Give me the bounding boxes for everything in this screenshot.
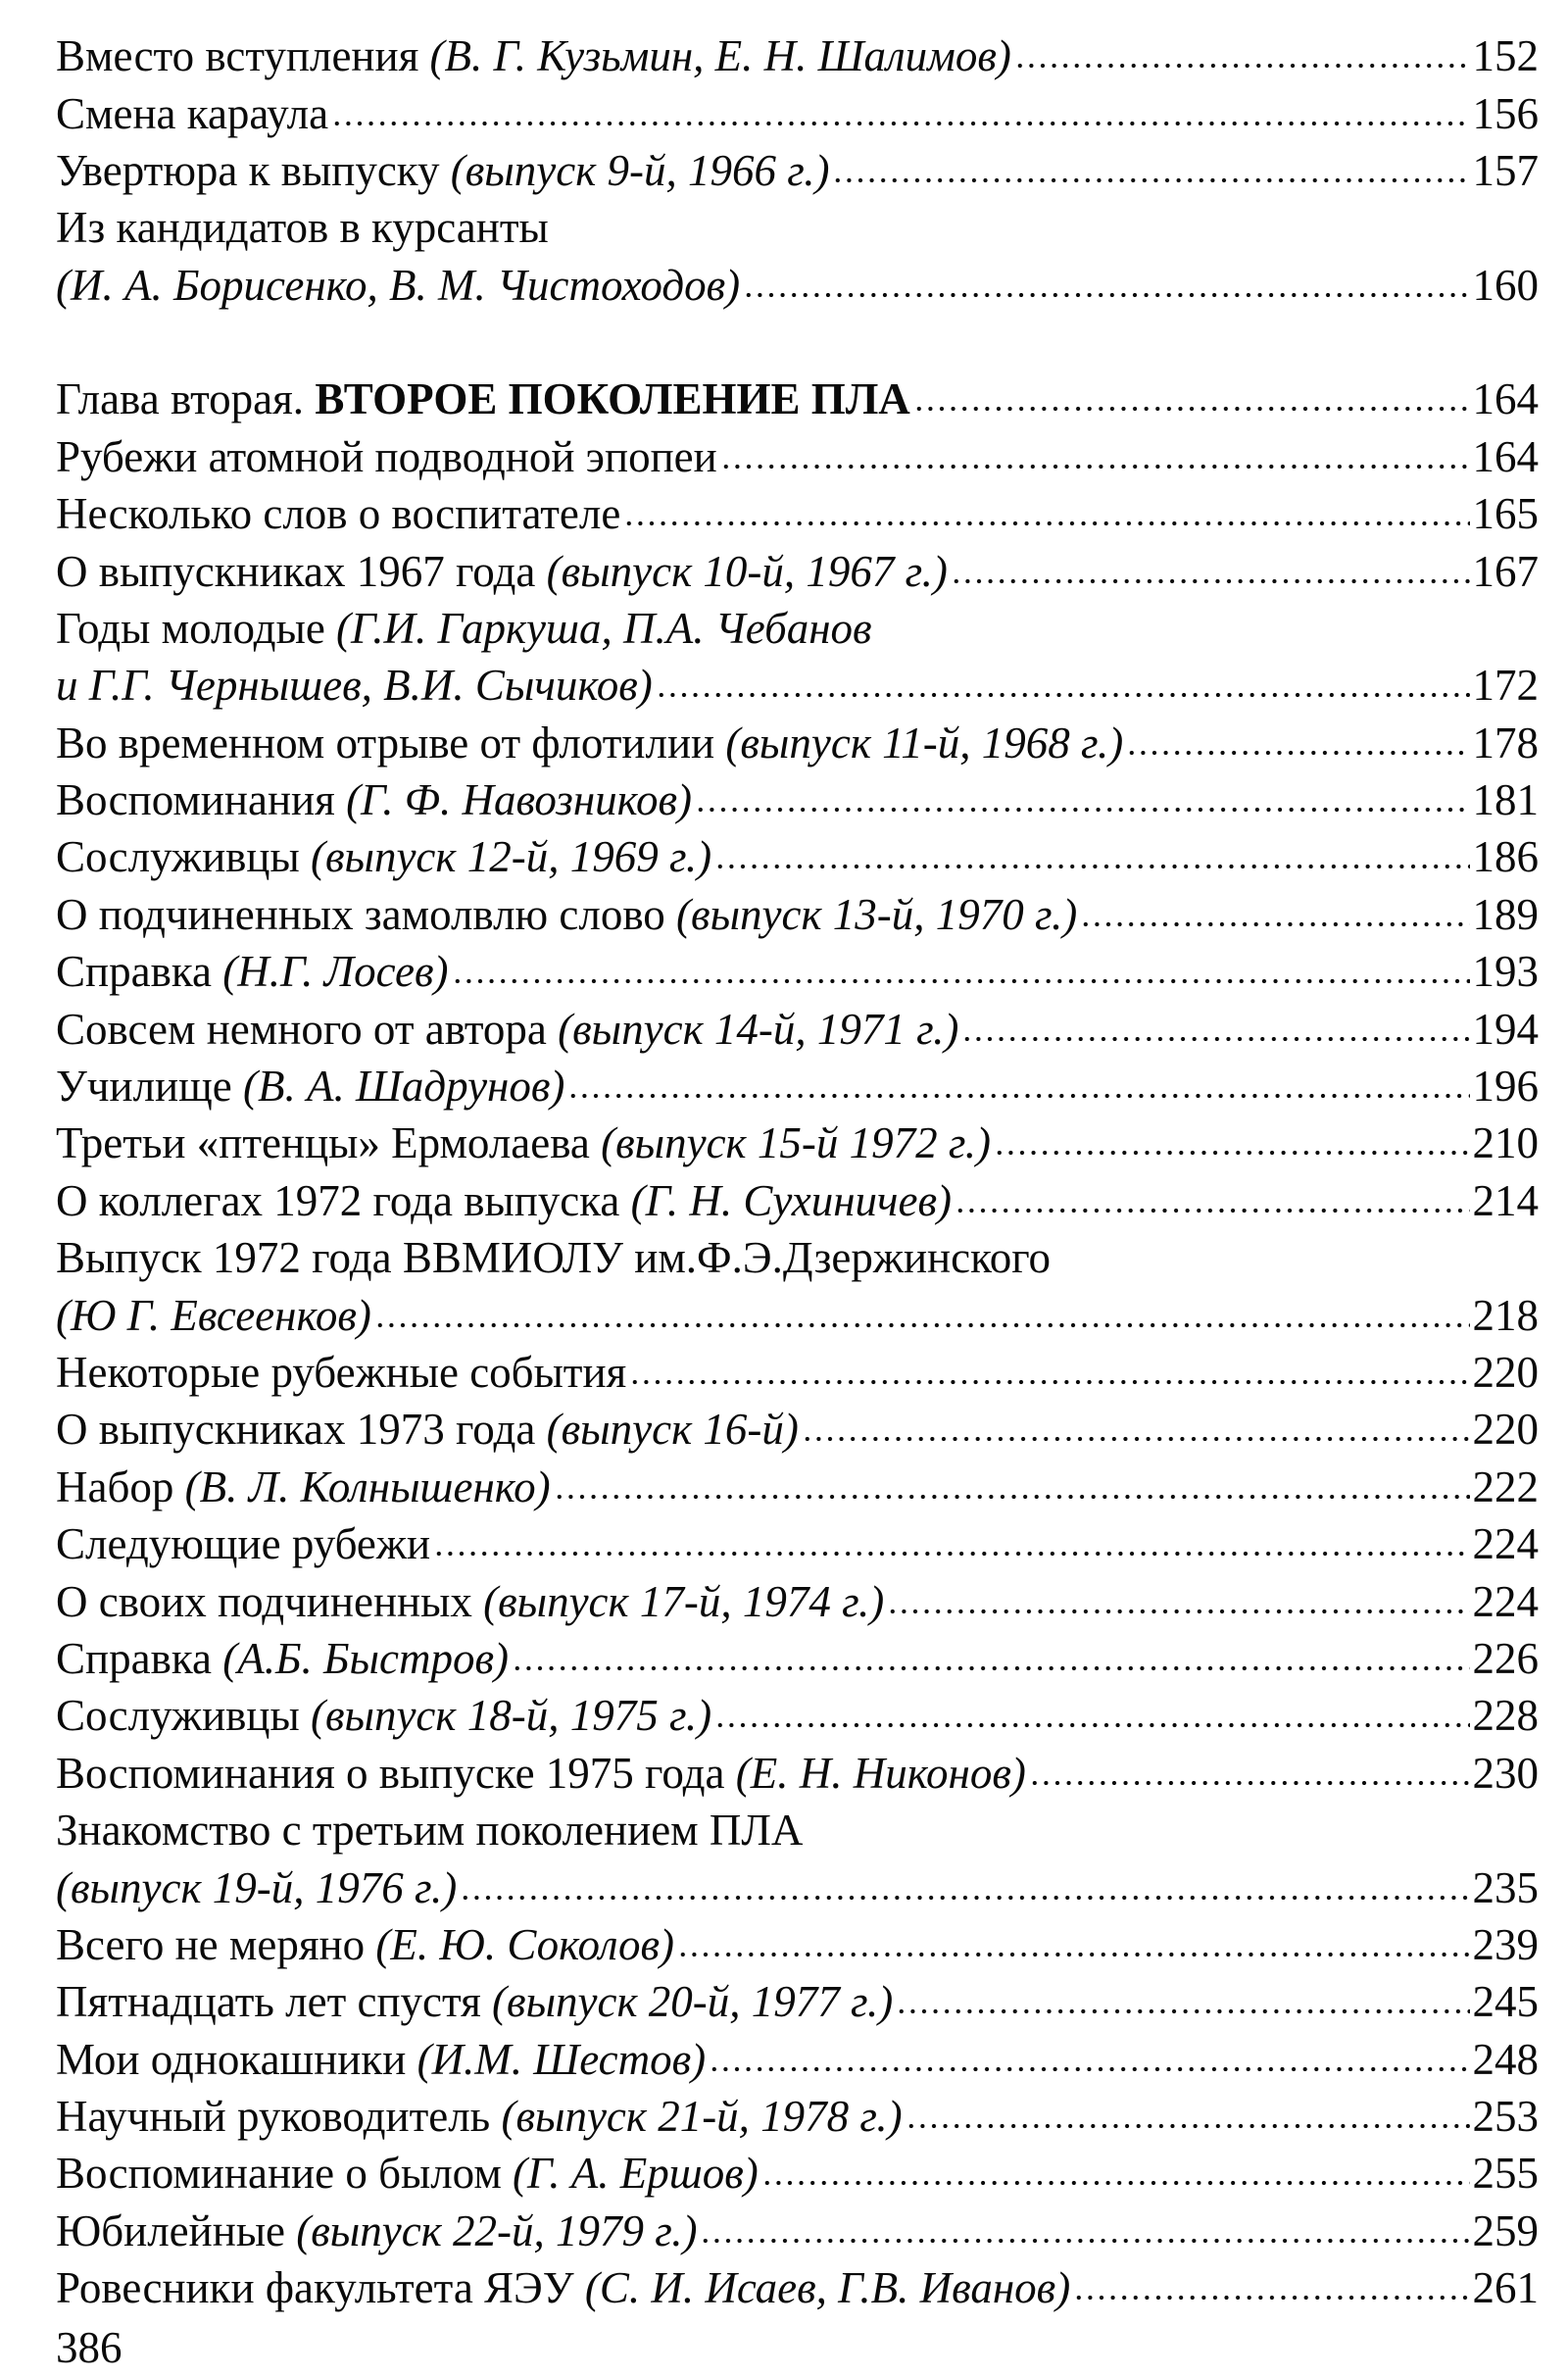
toc-page-number: 193 — [1472, 947, 1539, 997]
author-note: (И.М. Шестов) — [416, 2034, 707, 2084]
toc-entry-title — [56, 27, 1011, 84]
dot-leader — [994, 1148, 1469, 1158]
section-gap — [56, 314, 1539, 371]
toc-entry — [56, 943, 1539, 1000]
toc-page-number: 214 — [1472, 1175, 1539, 1225]
toc-page-number: 194 — [1472, 1004, 1539, 1054]
toc-entry — [56, 27, 1539, 84]
title-text: Знакомство с третьим поколением ПЛА — [56, 1805, 804, 1855]
toc-entry-title — [56, 1973, 893, 2030]
toc-entry-first-line — [56, 1229, 1539, 1286]
title-text: Выпуск 1972 года ВВМИОЛУ им.Ф.Э.Дзержинского — [56, 1232, 1052, 1282]
toc-entry — [56, 1687, 1539, 1744]
author-note: (выпуск 11-й, 1968 г.) — [725, 718, 1124, 768]
toc-entry-title — [56, 943, 449, 1000]
toc-entry-title — [56, 1573, 884, 1630]
toc-entry — [56, 771, 1539, 828]
dot-leader — [700, 2236, 1469, 2246]
toc-entry-title — [56, 2259, 1070, 2316]
title-text: Научный руководитель — [56, 2092, 502, 2142]
toc-entry — [56, 714, 1539, 770]
toc-entry — [56, 257, 1539, 314]
title-text: Ровесники факультета ЯЭУ — [56, 2263, 585, 2313]
toc-page-number: 228 — [1472, 1691, 1539, 1741]
toc-entry-title — [56, 715, 1123, 771]
toc-entry — [56, 1171, 1539, 1228]
toc-entry-title — [56, 1001, 958, 1058]
title-text: О подчиненных замолвлю слово — [56, 889, 677, 939]
toc-page-number: 220 — [1472, 1347, 1539, 1397]
toc-page-number: 224 — [1472, 1519, 1539, 1569]
author-note: (выпуск 22-й, 1979 г.) — [296, 2205, 698, 2255]
dot-leader — [913, 404, 1470, 414]
author-note: (Г. Ф. Навозников) — [346, 775, 693, 825]
dot-leader — [1014, 61, 1470, 71]
author-note: (выпуск 13-й, 1970 г.) — [676, 889, 1078, 939]
title-text: Справка — [56, 947, 223, 997]
toc-page-number: 196 — [1472, 1062, 1539, 1112]
toc-entry — [56, 1515, 1539, 1572]
author-note: (С. И. Исаев, Г.В. Иванов) — [584, 2263, 1071, 2313]
toc-page-number: 189 — [1472, 889, 1539, 939]
dot-leader — [887, 1607, 1469, 1616]
toc-page-number: 220 — [1472, 1405, 1539, 1455]
toc-entry — [56, 142, 1539, 199]
toc-page-number: 157 — [1472, 146, 1539, 196]
toc-entry-title — [56, 1745, 1026, 1802]
toc-entry — [56, 1286, 1539, 1343]
toc-entry — [56, 1744, 1539, 1801]
title-text: Всего не меряно — [56, 1919, 376, 1969]
toc-entry — [56, 657, 1539, 714]
title-text: Во временном отрыве от флотилии — [56, 718, 726, 768]
toc-entry-title — [56, 371, 910, 427]
author-note: (выпуск 16-й) — [546, 1405, 799, 1455]
dot-leader — [1073, 2293, 1469, 2303]
dot-leader — [374, 1320, 1470, 1330]
title-text: О коллегах 1972 года выпуска — [56, 1175, 631, 1225]
toc-entry-title — [56, 771, 692, 828]
toc-page-number: 156 — [1472, 88, 1539, 138]
toc-entry-title — [56, 543, 948, 600]
toc-entry-title — [56, 886, 1077, 943]
author-note: (выпуск 14-й, 1971 г.) — [558, 1004, 959, 1054]
dot-leader — [331, 119, 1469, 128]
dot-leader — [896, 2006, 1469, 2016]
toc-page-number: 226 — [1472, 1633, 1539, 1683]
dot-leader — [433, 1549, 1469, 1559]
dot-leader — [955, 1206, 1469, 1215]
toc-entry — [56, 427, 1539, 484]
toc-entry — [56, 2145, 1539, 2202]
dot-leader — [743, 290, 1469, 300]
toc-entry — [56, 2088, 1539, 2145]
toc-entry-title — [56, 2145, 759, 2202]
title-text: Совсем немного от автора — [56, 1004, 559, 1054]
toc-entry — [56, 84, 1539, 141]
dot-leader — [951, 576, 1470, 586]
toc-page-number: 255 — [1472, 2149, 1539, 2199]
toc-entry — [56, 1630, 1539, 1687]
dot-leader — [832, 175, 1469, 185]
dot-leader — [714, 862, 1469, 871]
toc-page-number: 164 — [1472, 374, 1539, 424]
toc-entry-title — [56, 1233, 1051, 1282]
toc-entry-first-line — [56, 600, 1539, 657]
toc-entry-title — [56, 1287, 371, 1344]
title-text: Годы молодые — [56, 603, 337, 653]
toc-entry — [56, 485, 1539, 542]
toc-entry-title — [56, 604, 872, 653]
title-text: Сослуживцы — [56, 832, 311, 882]
dot-leader — [1080, 919, 1469, 929]
dot-leader — [554, 1492, 1470, 1502]
toc-entry — [56, 542, 1539, 599]
toc-page-number: 178 — [1472, 718, 1539, 768]
toc-entry-first-line — [56, 199, 1539, 256]
toc-entry — [56, 1973, 1539, 2030]
title-text: Воспоминания о выпуске 1975 года — [56, 1748, 736, 1798]
title-text: Смена караула — [56, 88, 329, 138]
toc-entry-title — [56, 257, 740, 314]
toc-entry-title — [56, 2088, 903, 2145]
title-text: Училище — [56, 1062, 243, 1112]
title-text: Справка — [56, 1633, 223, 1683]
dot-leader — [677, 1950, 1469, 1959]
toc-entry-title — [56, 1859, 457, 1916]
author-note: (Г.И. Гаркуша, П.А. Чебанов — [336, 603, 872, 653]
author-note: (выпуск 15-й 1972 г.) — [601, 1118, 992, 1168]
dot-leader — [695, 805, 1469, 815]
author-note: (Г. А. Ершов) — [513, 2149, 759, 2199]
toc-entry — [56, 885, 1539, 942]
toc-page-number: 235 — [1472, 1862, 1539, 1912]
toc-entry — [56, 1572, 1539, 1629]
toc-page-number: 181 — [1472, 775, 1539, 825]
author-note: (В. А. Шадрунов) — [243, 1062, 565, 1112]
toc-page-number: 222 — [1472, 1461, 1539, 1511]
author-note: (выпуск 17-й, 1974 г.) — [483, 1576, 885, 1626]
author-note: (Е. Н. Никонов) — [735, 1748, 1026, 1798]
dot-leader — [961, 1034, 1469, 1044]
toc-page-number: 259 — [1472, 2205, 1539, 2255]
toc-entry — [56, 1058, 1539, 1114]
toc-entry-title — [56, 1687, 711, 1744]
author-note: (В. Г. Кузьмин, Е. Н. Шалимов) — [429, 31, 1011, 81]
toc-entry-title — [56, 85, 328, 142]
toc-entry — [56, 2030, 1539, 2087]
author-note: (выпуск 10-й, 1967 г.) — [546, 546, 948, 596]
dot-leader — [709, 2064, 1469, 2074]
toc-entry — [56, 1401, 1539, 1458]
toc-page-number: 164 — [1472, 431, 1539, 481]
dot-leader — [512, 1663, 1469, 1673]
author-note: (выпуск 9-й, 1966 г.) — [450, 146, 830, 196]
dot-leader — [720, 462, 1470, 471]
toc-page-number: 167 — [1472, 546, 1539, 596]
dot-leader — [629, 1377, 1469, 1387]
author-note: (И. А. Борисенко, В. М. Чистоходов) — [56, 260, 741, 310]
toc-entry — [56, 828, 1539, 885]
toc-entry — [56, 1114, 1539, 1171]
title-text: О выпускниках 1973 года — [56, 1405, 547, 1455]
toc-page-number: 245 — [1472, 1977, 1539, 2027]
toc-page-number: 165 — [1472, 489, 1539, 539]
page-number: 386 — [56, 2323, 122, 2372]
toc-entry-title — [56, 142, 829, 199]
toc-entry-title — [56, 828, 711, 885]
toc-page-number: 210 — [1472, 1118, 1539, 1168]
dot-leader — [623, 519, 1469, 528]
dot-leader — [452, 976, 1470, 986]
toc-entry-title — [56, 1114, 991, 1171]
author-note: (выпуск 20-й, 1977 г.) — [492, 1977, 894, 2027]
dot-leader — [1029, 1778, 1470, 1788]
title-text: Рубежи атомной подводной эпопеи — [56, 431, 717, 481]
toc-entry-title — [56, 1459, 551, 1515]
toc-entry-title — [56, 1806, 803, 1855]
title-text: Глава вторая. — [56, 374, 316, 424]
table-of-contents — [56, 27, 1539, 2316]
toc-entry — [56, 1344, 1539, 1401]
title-text: Из кандидатов в курсанты — [56, 203, 549, 253]
title-text: Несколько слов о воспитателе — [56, 489, 621, 539]
toc-entry-title — [56, 1916, 674, 1973]
toc-entry-first-line — [56, 1802, 1539, 1858]
toc-entry — [56, 1458, 1539, 1514]
toc-page-number: 224 — [1472, 1576, 1539, 1626]
toc-page-number: 172 — [1472, 661, 1539, 711]
author-note: (Г. Н. Сухиничев) — [630, 1175, 953, 1225]
toc-entry — [56, 1000, 1539, 1057]
title-text: О выпускниках 1967 года — [56, 546, 547, 596]
toc-entry-title — [56, 1630, 509, 1687]
toc-page-number: 160 — [1472, 260, 1539, 310]
toc-page-number: 186 — [1472, 832, 1539, 882]
chapter-heading: ВТОРОЕ ПОКОЛЕНИЕ ПЛА — [315, 374, 910, 424]
toc-entry — [56, 1916, 1539, 1973]
author-note: (В. Л. Колнышенко) — [184, 1461, 551, 1511]
toc-entry-title — [56, 657, 653, 714]
author-note: (выпуск 18-й, 1975 г.) — [310, 1691, 712, 1741]
toc-entry — [56, 1858, 1539, 1915]
dot-leader — [714, 1720, 1469, 1730]
author-note: (выпуск 19-й, 1976 г.) — [56, 1862, 458, 1912]
title-text: Воспоминания — [56, 775, 347, 825]
toc-entry-title — [56, 2031, 706, 2088]
toc-page-number: 239 — [1472, 1919, 1539, 1969]
toc-page-number: 218 — [1472, 1290, 1539, 1340]
author-note: (Н.Г. Лосев) — [222, 947, 449, 997]
toc-entry-title — [56, 1515, 430, 1572]
dot-leader — [906, 2121, 1470, 2131]
toc-entry-title — [56, 2203, 697, 2259]
title-text: Сослуживцы — [56, 1691, 311, 1741]
toc-page-number: 152 — [1472, 31, 1539, 81]
toc-entry-title — [56, 485, 620, 542]
toc-entry-title — [56, 428, 717, 485]
author-note: (Е. Ю. Соколов) — [375, 1919, 675, 1969]
toc-page-number: 230 — [1472, 1748, 1539, 1798]
toc-entry — [56, 371, 1539, 427]
toc-entry — [56, 2202, 1539, 2258]
dot-leader — [802, 1434, 1470, 1444]
toc-entry-title — [56, 203, 549, 252]
author-note: (выпуск 12-й, 1969 г.) — [310, 832, 712, 882]
toc-page-number: 253 — [1472, 2092, 1539, 2142]
title-text: Набор — [56, 1461, 185, 1511]
title-text: О своих подчиненных — [56, 1576, 484, 1626]
title-text: Воспоминание о былом — [56, 2149, 514, 2199]
title-text: Вместо вступления — [56, 31, 430, 81]
dot-leader — [460, 1893, 1469, 1903]
author-note: (А.Б. Быстров) — [222, 1633, 510, 1683]
dot-leader — [761, 2178, 1470, 2188]
toc-page-number: 261 — [1472, 2263, 1539, 2313]
dot-leader — [1126, 748, 1469, 758]
title-text: Третьи «птенцы» Ермолаева — [56, 1118, 602, 1168]
toc-entry-title — [56, 1344, 626, 1401]
toc-page-number: 248 — [1472, 2034, 1539, 2084]
author-note: (Ю Г. Евсеенков) — [56, 1290, 371, 1340]
title-text: Следующие рубежи — [56, 1519, 431, 1569]
toc-entry-title — [56, 1172, 952, 1229]
dot-leader — [567, 1091, 1469, 1101]
dot-leader — [656, 690, 1470, 700]
title-text: Мои однокашники — [56, 2034, 417, 2084]
title-text: Юбилейные — [56, 2205, 297, 2255]
author-note: и Г.Г. Чернышев, В.И. Сычиков) — [56, 661, 653, 711]
author-note: (выпуск 21-й, 1978 г.) — [501, 2092, 903, 2142]
toc-entry — [56, 2259, 1539, 2316]
title-text: Пятнадцать лет спустя — [56, 1977, 493, 2027]
title-text: Некоторые рубежные события — [56, 1347, 627, 1397]
title-text: Увертюра к выпуску — [56, 146, 451, 196]
toc-entry-title — [56, 1058, 564, 1114]
toc-entry-title — [56, 1401, 799, 1458]
